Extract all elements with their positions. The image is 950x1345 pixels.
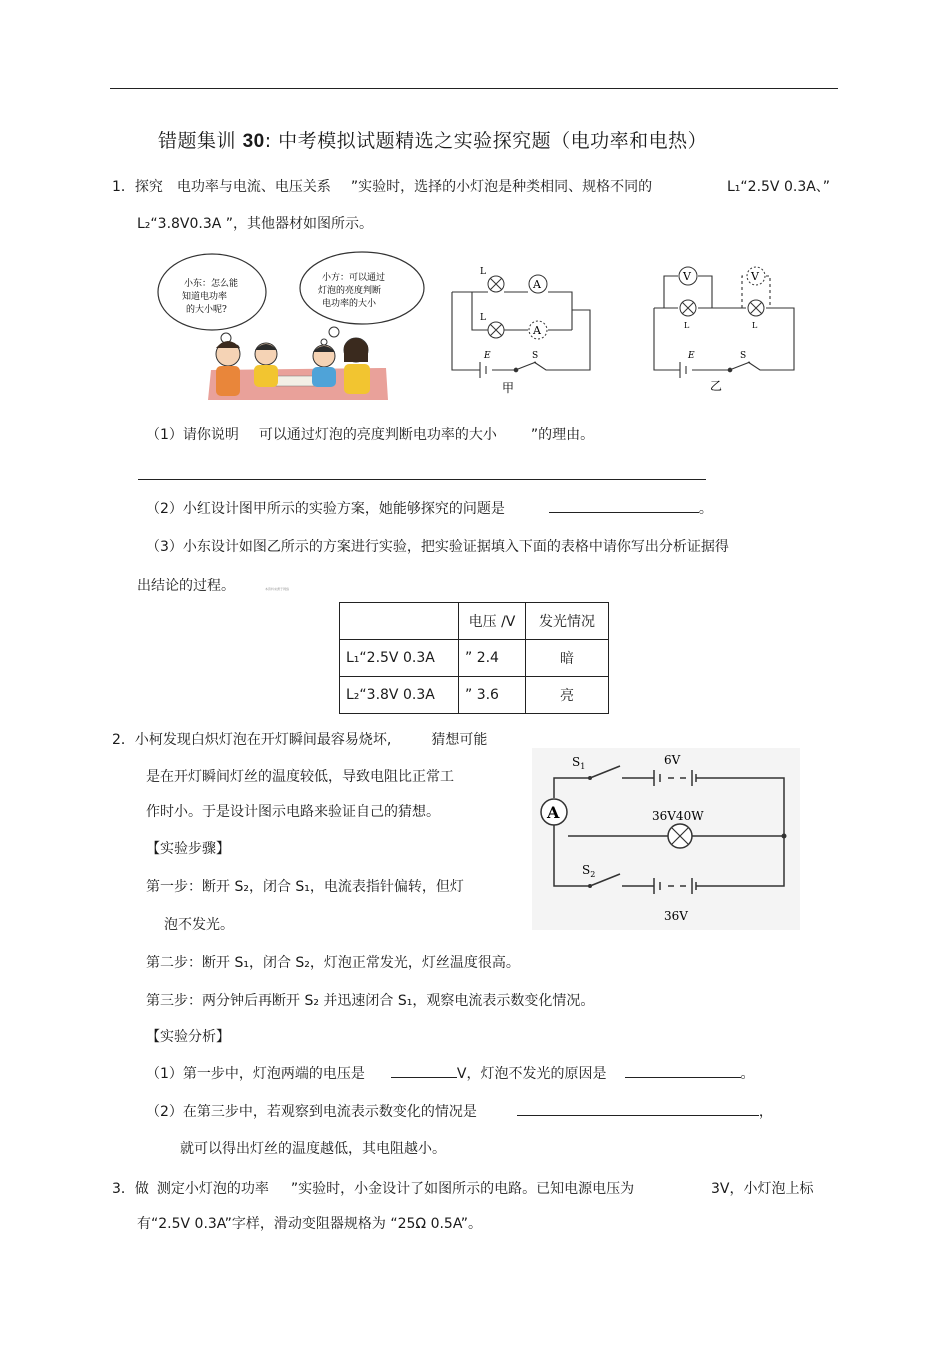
svg-text:L: L xyxy=(684,321,690,330)
q1-line1-spec: L₁“2.5V 0.3A、” xyxy=(727,179,831,195)
bubble-right-line2: 灯泡的亮度判断 xyxy=(318,286,382,296)
lamp-icon xyxy=(668,824,692,848)
q2-step1-line2: 泡不发光。 xyxy=(164,917,234,933)
switch-s1-label: $S_1$ xyxy=(572,755,586,771)
q2-analysis-title: 【实验分析】 xyxy=(146,1029,230,1045)
ammeter-a2-icon xyxy=(529,321,547,339)
bubble-right-line1: 小方：可以通过 xyxy=(322,273,386,283)
circuit-b-diagram xyxy=(648,258,808,398)
cartoon-illustration xyxy=(156,250,426,400)
q2-analysis-2-cont: 就可以得出灯丝的温度越低，其电阻越小。 xyxy=(180,1141,446,1157)
q2-change-blank[interactable] xyxy=(517,1103,759,1116)
q1-sub3-line2: 出结论的过程。 本资料来源于网络 xyxy=(137,578,290,594)
bubble-left-line2: 知道电功率 xyxy=(182,292,228,302)
q1-line2: L₂“3.8V0.3A ”，其他器材如图所示。 xyxy=(137,216,374,232)
q3-line1-tail: 3V，小灯泡上标 xyxy=(711,1181,814,1197)
battery-top-label: 6V xyxy=(664,753,681,767)
svg-text:L: L xyxy=(752,321,758,330)
kid-4 xyxy=(344,338,370,394)
q1-sub1-answer-line[interactable] xyxy=(138,479,706,480)
ammeter-icon xyxy=(541,799,567,825)
svg-text:S: S xyxy=(740,351,747,361)
battery-bottom-label: 36V xyxy=(664,909,688,923)
q3-line1: 3．做 测定小灯泡的功率 ”实验时，小金设计了如图所示的电路。已知电源电压为 xyxy=(112,1181,635,1197)
kid-1 xyxy=(216,341,240,396)
svg-text:E: E xyxy=(688,351,695,361)
lamp-l2-icon xyxy=(488,322,504,338)
q2-voltage-blank[interactable] xyxy=(391,1065,457,1078)
lamp-l1b-icon xyxy=(680,300,696,316)
svg-text:A: A xyxy=(533,278,541,291)
kid-3 xyxy=(312,345,336,387)
q2-step3: 第三步：两分钟后再断开 S₂ 并迅速闭合 S₁，观察电流表示数变化情况。 xyxy=(146,993,595,1009)
q2-step2: 第二步：断开 S₁，闭合 S₂，灯泡正常发光，灯丝温度很高。 xyxy=(146,955,520,971)
svg-text:S: S xyxy=(532,351,539,361)
ammeter-a1-icon xyxy=(529,275,547,293)
page-title: 错题集训 30: 中考模拟试题精选之实验探究题（电功率和电热） xyxy=(158,130,708,152)
lamp-l1-icon xyxy=(488,276,504,292)
circuit-b-label: 乙 xyxy=(710,379,723,393)
q2-analysis-2: （2）在第三步中，若观察到电流表示数变化的情况是 ， xyxy=(146,1104,773,1120)
q3-line2: 有“2.5V 0.3A”字样，滑动变阻器规格为 “25Ω 0.5A”。 xyxy=(137,1216,482,1232)
q2-line2: 是在开灯瞬间灯丝的温度较低，导致电阻比正常工 xyxy=(146,769,454,785)
q1-sub3-line1: （3）小东设计如图乙所示的方案进行实验，把实验证据填入下面的表格中请你写出分析证据得 xyxy=(146,539,729,555)
circuit-a-diagram xyxy=(444,258,604,398)
header-rule xyxy=(110,88,838,89)
q2-circuit-diagram xyxy=(532,748,800,930)
svg-text:L: L xyxy=(480,267,486,277)
bubble-left-line1: 小东：怎么能 xyxy=(184,279,239,289)
q2-line3: 作时小。于是设计图示电路来验证自己的猜想。 xyxy=(146,804,440,820)
table-row: L₁“2.5V 0.3A ” 2.4 暗 xyxy=(340,640,609,677)
svg-text:V: V xyxy=(683,270,691,283)
switch-s2-label: $S_2$ xyxy=(582,863,596,879)
kid-2 xyxy=(254,343,278,387)
lamp-l2b-icon xyxy=(748,300,764,316)
voltmeter-v2-icon xyxy=(747,267,765,285)
tiny-watermark-text: 本资料来源于网络 xyxy=(265,587,290,591)
svg-text:A: A xyxy=(533,324,541,337)
q1-sub2-blank[interactable] xyxy=(549,500,699,513)
q2-reason-blank[interactable] xyxy=(625,1065,741,1078)
voltmeter-v1-icon xyxy=(679,267,697,285)
q2-line1: 2．小柯发现白炽灯泡在开灯瞬间最容易烧坏, 猜想可能 xyxy=(112,732,488,748)
q1-sub2: （2）小红设计图甲所示的实验方案，她能够探究的问题是 。 xyxy=(146,501,713,517)
svg-text:A: A xyxy=(547,803,560,822)
bubble-right-line3: 电功率的大小 xyxy=(322,299,377,309)
circuit-a-label: 甲 xyxy=(502,381,515,395)
bubble-left-line3: 的大小呢? xyxy=(186,305,227,315)
q1-sub1: （1）请你说明 可以通过灯泡的亮度判断电功率的大小 ”的理由。 xyxy=(146,427,595,443)
svg-text:V: V xyxy=(751,270,759,283)
table-row: L₂“3.8V 0.3A ” 3.6 亮 xyxy=(340,677,609,714)
table-header-row: 电压 /V 发光情况 xyxy=(340,603,609,640)
q2-steps-title: 【实验步骤】 xyxy=(146,841,230,857)
svg-text:L: L xyxy=(480,313,486,323)
q2-step1-line1: 第一步：断开 S₂，闭合 S₁，电流表指针偏转，但灯 xyxy=(146,879,464,895)
q1-data-table xyxy=(339,602,609,714)
svg-text:E: E xyxy=(484,351,491,361)
title-number: 30 xyxy=(242,131,265,152)
lamp-label: 36V40W xyxy=(652,809,704,823)
q1-line1: 1．探究 电功率与电流、电压关系 ”实验时，选择的小灯泡是种类相同、规格不同的 xyxy=(112,179,653,195)
q2-analysis-1: （1）第一步中，灯泡两端的电压是 V，灯泡不发光的原因是 。 xyxy=(146,1066,755,1082)
